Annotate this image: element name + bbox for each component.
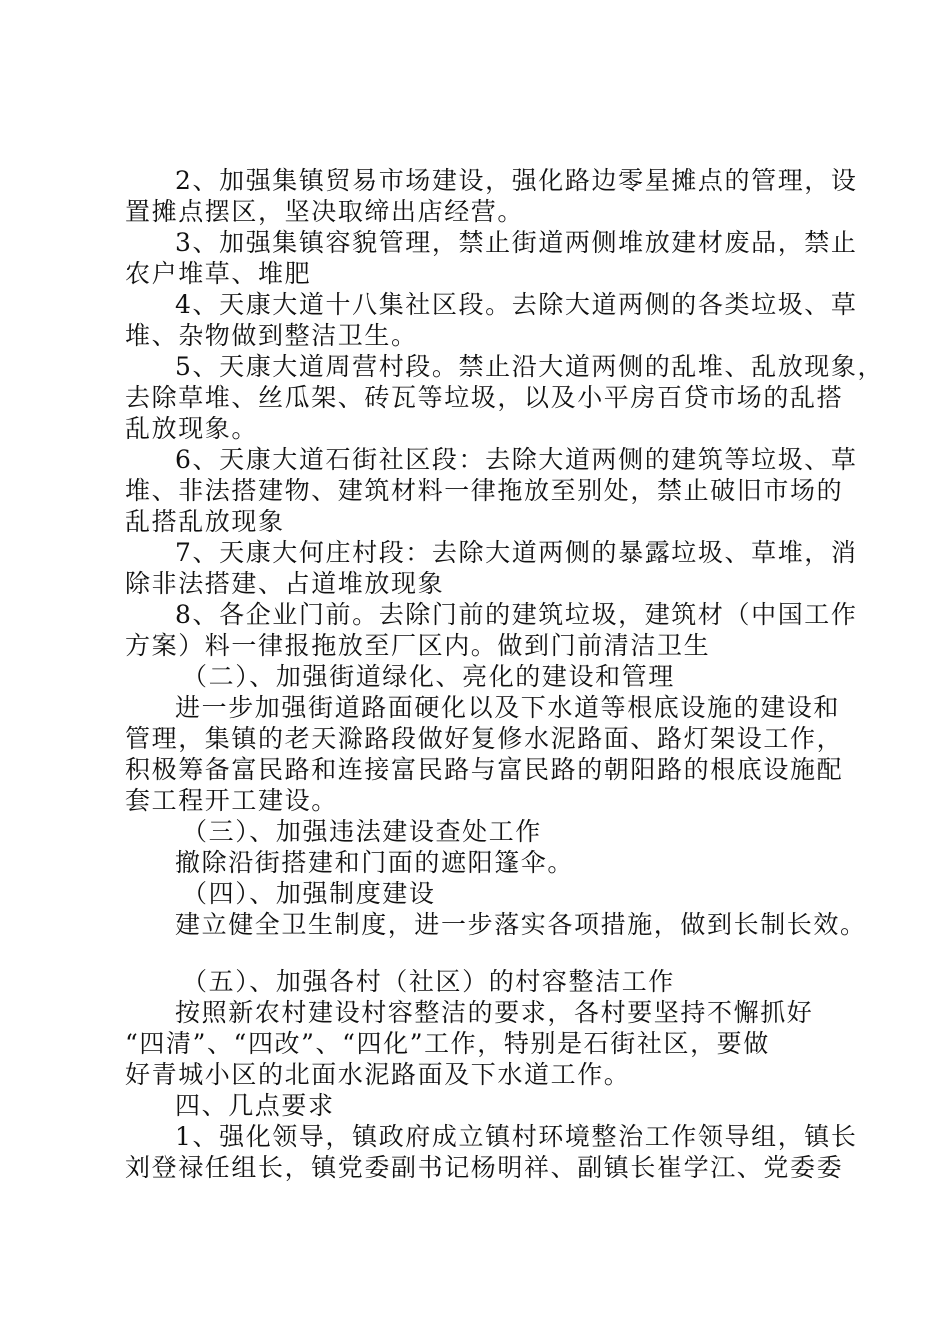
text-line: 6、天康大道石街社区段：去除大道两侧的建筑等垃圾、草 xyxy=(175,445,858,474)
text-line: 建立健全卫生制度，进一步落实各项措施，做到长制长效。 xyxy=(175,910,867,939)
text-line: 堆、杂物做到整洁卫生。 xyxy=(125,321,418,350)
text-line: 方案）料一律报拖放至厂区内。做到门前清洁卫生 xyxy=(125,631,711,660)
text-line: 8、各企业门前。去除门前的建筑垃圾，建筑材（中国工作 xyxy=(175,600,858,629)
text-line: 好青城小区的北面水泥路面及下水道工作。 xyxy=(125,1060,631,1089)
text-line: 除非法搭建、占道堆放现象 xyxy=(125,569,445,598)
text-line: 乱放现象。 xyxy=(125,414,259,443)
text-line: 3、加强集镇容貌管理，禁止街道两侧堆放建材废品，禁止 xyxy=(175,228,858,257)
text-line: 进一步加强街道路面硬化以及下水道等根底设施的建设和 xyxy=(175,693,841,722)
section-heading: 四、几点要求 xyxy=(175,1091,335,1120)
text-line: 置摊点摆区，坚决取缔出店经营。 xyxy=(125,197,525,226)
text-line: 2、加强集镇贸易市场建设，强化路边零星摊点的管理，设 xyxy=(175,166,858,195)
text-line: 撤除沿街搭建和门面的遮阳篷伞。 xyxy=(175,848,575,877)
text-line: 套工程开工建设。 xyxy=(125,786,338,815)
text-line: 1、强化领导，镇政府成立镇村环境整治工作领导组，镇长 xyxy=(175,1122,858,1151)
section-heading: （四）、加强制度建设 xyxy=(182,879,436,908)
text-line: 4、天康大道十八集社区段。去除大道两侧的各类垃圾、草 xyxy=(175,290,858,319)
text-line: 乱搭乱放现象 xyxy=(125,507,285,536)
text-line: 按照新农村建设村容整洁的要求，各村要坚持不懈抓好 xyxy=(175,998,814,1027)
section-heading: （三）、加强违法建设查处工作 xyxy=(182,817,542,846)
text-line: 管理，集镇的老天滁路段做好复修水泥路面、路灯架设工作， xyxy=(125,724,844,753)
paragraph-gap xyxy=(125,940,835,966)
text-line: 刘登禄任组长，镇党委副书记杨明祥、副镇长崔学江、党委委 xyxy=(125,1153,844,1182)
section-heading: （二）、加强街道绿化、亮化的建设和管理 xyxy=(182,662,675,691)
text-line: 7、天康大何庄村段：去除大道两侧的暴露垃圾、草堆，消 xyxy=(175,538,858,567)
text-line: 去除草堆、丝瓜架、砖瓦等垃圾，以及小平房百贷市场的乱搭 xyxy=(125,383,844,412)
text-line: 积极筹备富民路和连接富民路与富民路的朝阳路的根底设施配 xyxy=(125,755,844,784)
text-line: “四清”、“四改”、“四化”工作，特别是石街社区，要做 xyxy=(125,1029,770,1058)
section-heading: （五）、加强各村（社区）的村容整洁工作 xyxy=(182,967,675,996)
text-line: 农户堆草、堆肥 xyxy=(125,259,312,288)
text-line: 堆、非法搭建物、建筑材料一律拖放至别处，禁止破旧市场的 xyxy=(125,476,844,505)
text-line: 5、天康大道周营村段。禁止沿大道两侧的乱堆、乱放现象， xyxy=(175,352,885,381)
document-body xyxy=(125,165,885,1183)
